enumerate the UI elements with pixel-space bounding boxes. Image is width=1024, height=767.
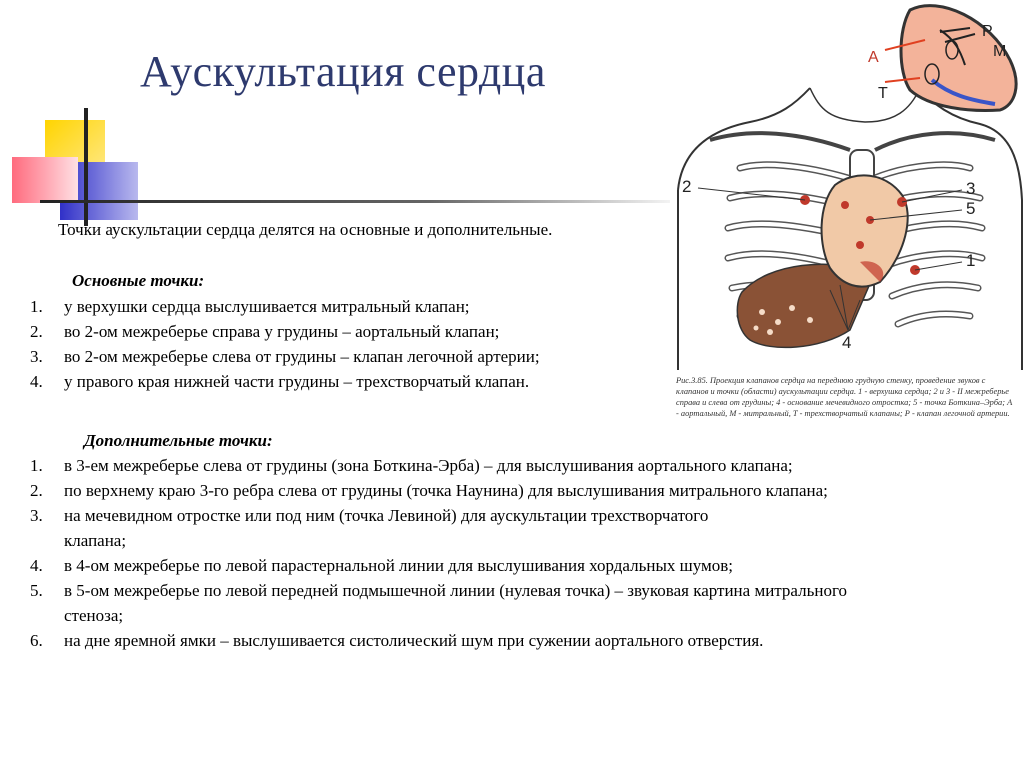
list-item: 2. во 2-ом межреберье справа у грудины – аортальный клапан; xyxy=(30,322,500,341)
label-2: 2 xyxy=(682,177,692,196)
list-item: 5. в 5-ом межреберье по левой передней подмышечной линии (нулевая точка) – звуковая картина митрального стеноза; xyxy=(30,581,848,625)
heart-auscultation-figure xyxy=(670,0,1024,432)
list-item: 6. на дне яремной ямки – выслушивается систолический шум при сужении аортального отверстия. xyxy=(30,631,764,650)
label-3: 3 xyxy=(966,179,976,198)
figure-caption: Рис.3.85. Проекция клапанов сердца на переднюю грудную стенку, проведение звуков с клапанов и точки (области) аускультации сердца. 1 - верхушка сердца; 2 и 3 - II межреберье справа и слева от грудины; 4 - основание мечевидного отростка; 5 - точка Боткина–Эрба; А - аортальный, М - митральный, Т - трехстворчатый клапаны; Р - клапан легочной артерии. xyxy=(676,376,1013,418)
decorative-squares xyxy=(0,0,700,230)
list-item: 1. в 3-ем межреберье слева от грудины (зона Боткина-Эрба) – для выслушивания аортального клапана; xyxy=(30,456,793,475)
extra-points-heading: Дополнительные точки: xyxy=(84,431,273,450)
list-item: 1. у верхушки сердца выслушивается митральный клапан; xyxy=(30,297,470,316)
main-points-list xyxy=(30,294,670,394)
label-A: А xyxy=(868,49,879,66)
main-points-heading: Основные точки: xyxy=(72,271,205,290)
list-item: 2. по верхнему краю 3-го ребра слева от грудины (точка Наунина) для выслушивания митрального клапана; xyxy=(30,481,828,500)
list-item: 4. в 4-ом межреберье по левой парастернальной линии для выслушивания хордальных шумов; xyxy=(30,556,734,575)
extra-points-list xyxy=(30,453,850,653)
page-title: Аускультация сердца xyxy=(140,47,546,96)
label-4: 4 xyxy=(842,333,852,352)
list-item: 3. во 2-ом межреберье слева от грудины – клапан легочной артерии; xyxy=(30,347,540,366)
intro-text: Точки аускультации сердца делятся на основные и дополнительные. xyxy=(58,220,553,239)
label-P: Р xyxy=(982,23,993,40)
list-item: 3. на мечевидном отростке или под ним (точка Левиной) для аускультации трехстворчатого клапана; xyxy=(30,506,709,550)
label-5: 5 xyxy=(966,199,976,218)
label-1: 1 xyxy=(966,251,976,270)
list-item: 4. у правого края нижней части грудины – трехстворчатый клапан. xyxy=(30,372,530,391)
label-M: М xyxy=(993,43,1007,60)
label-T: Т xyxy=(878,85,888,102)
